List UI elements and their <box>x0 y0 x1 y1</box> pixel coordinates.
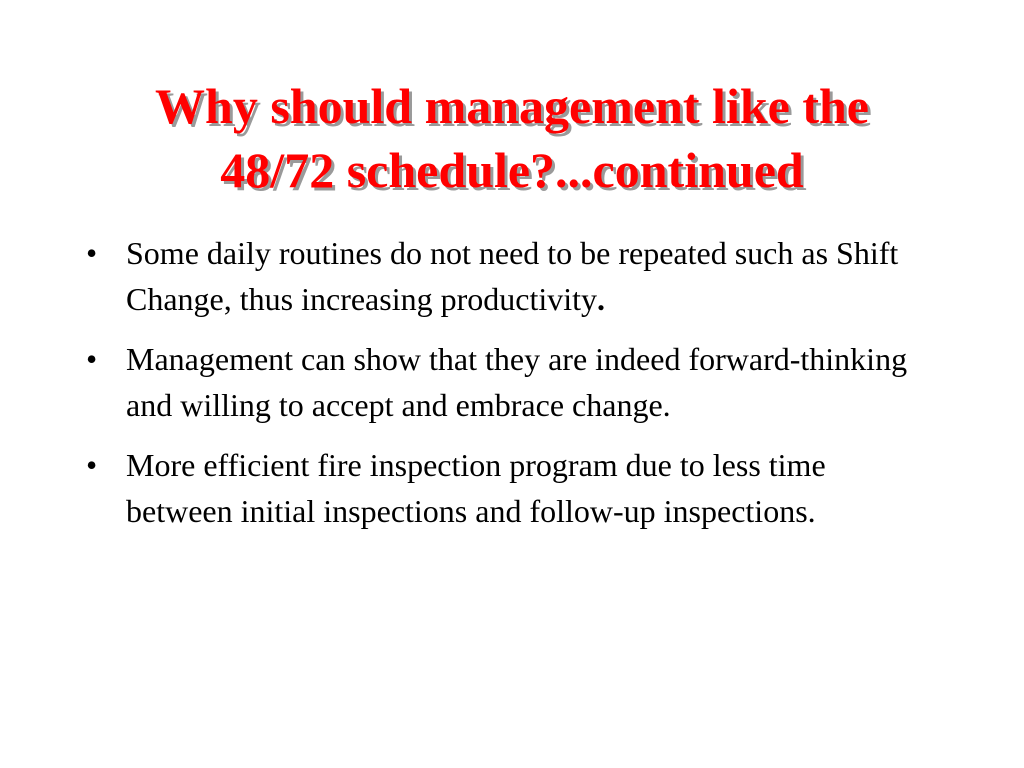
bullet-text: Management can show that they are indeed forward-thinking and willing to accept and embrace change. <box>126 341 908 423</box>
bullet-text: Some daily routines do not need to be repeated such as Shift Change, thus increasing productivity <box>126 235 899 317</box>
bullet-text: More efficient fire inspection program due to less time between initial inspections and follow-up inspections. <box>126 447 826 529</box>
bullet-item <box>80 336 940 428</box>
title-line-2: 48/72 schedule?...continued <box>220 142 804 198</box>
bullet-trailing-period: . <box>597 281 606 317</box>
title-line-1: Why should management like the <box>155 78 869 134</box>
slide-title <box>60 74 964 202</box>
bullet-item <box>80 442 940 534</box>
bullet-icon: • <box>86 235 98 271</box>
bullet-item <box>80 230 940 322</box>
bullet-list <box>80 230 940 548</box>
bullet-icon: • <box>86 341 98 377</box>
bullet-icon: • <box>86 447 98 483</box>
